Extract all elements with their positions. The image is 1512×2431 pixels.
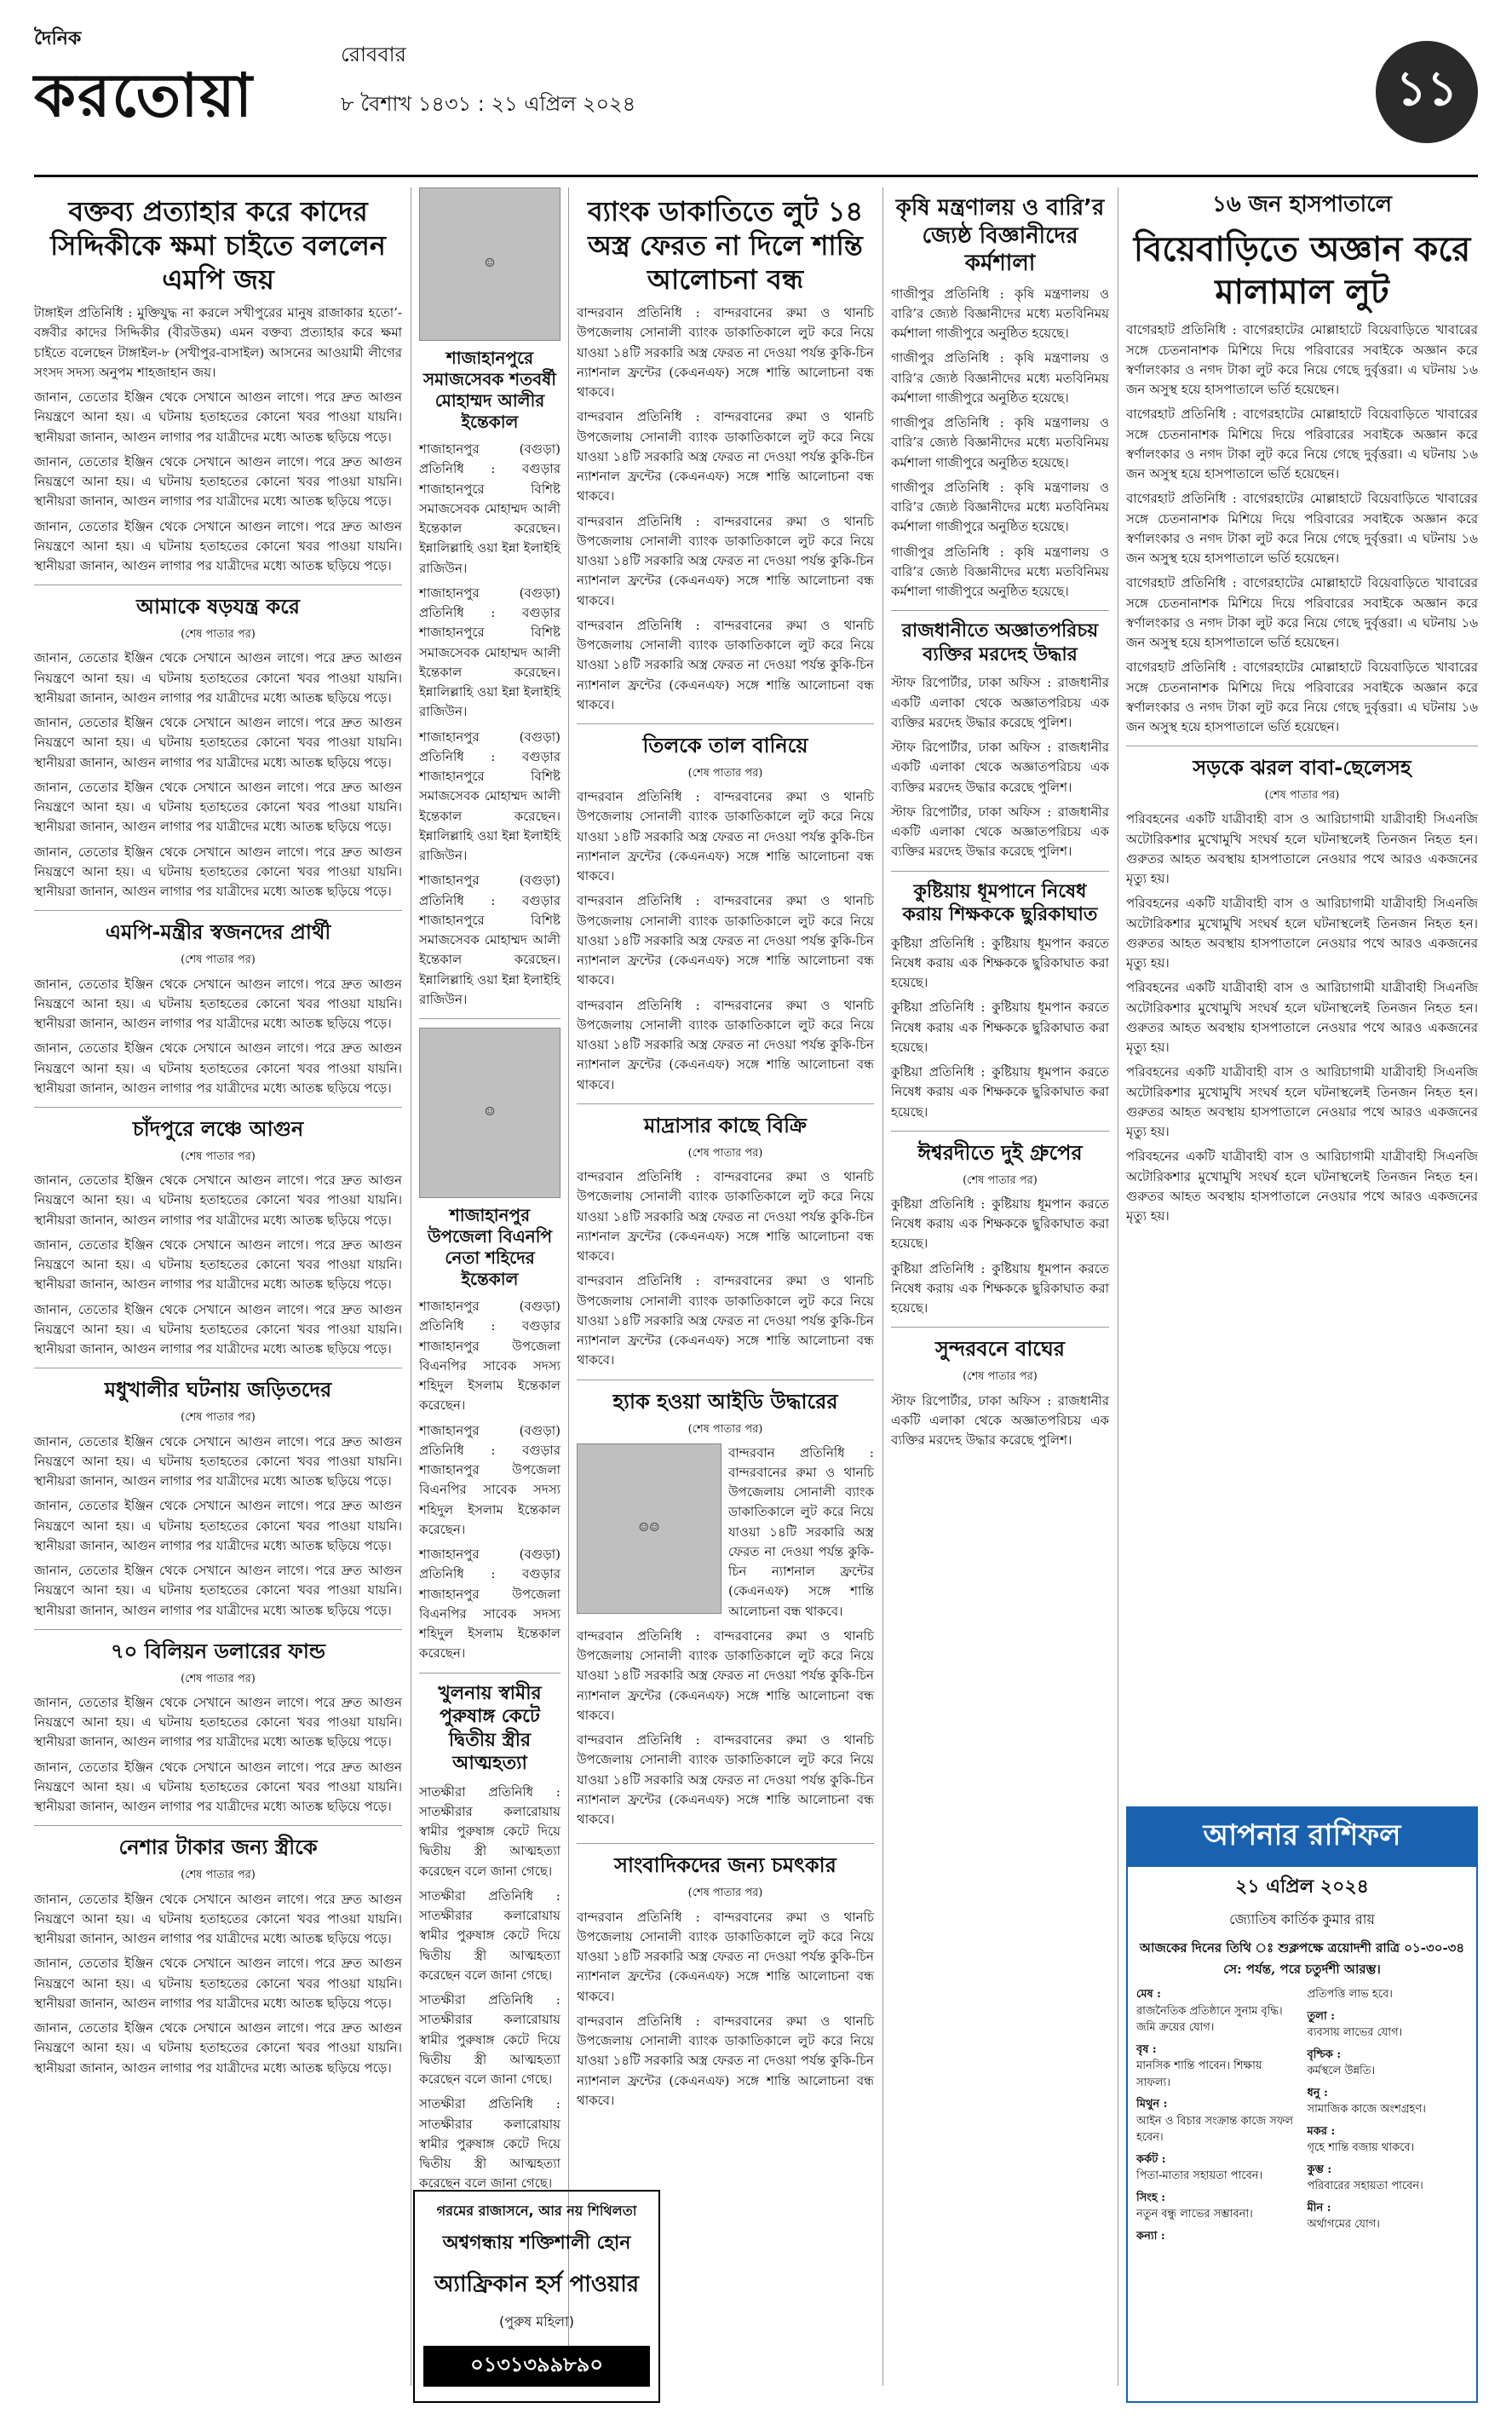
article-body: পরিবহনের একটি যাত্রীবাহী বাস ও আরিচাগামী যাত্রীবাহী সিএনজি অটোরিকশার মুখোমুখি সংঘর্ষ হলে ঘটনাস্থলেই তিনজন নিহত হন। গুরুতর আহত অবস্থায় হাসপাতালে নেওয়ার পথে আরও একজনের মৃত্যু হয়।: [1126, 1064, 1478, 1140]
column-divider: [568, 187, 569, 2386]
kicker: ১৬ জন হাসপাতালে: [1211, 192, 1393, 217]
continued-label: (শেষ পাতার পর): [687, 1146, 763, 1160]
article-body: জানান, তেতাের ইঞ্জিন থেকে সেখানে আগুন লাগে। পরে দ্রুত আগুন নিয়ন্ত্রণে আনা হয়। এ ঘটনায় হতাহতের কোনো খবর পাওয়া যায়নি। স্থানীয়রা জানান, আগুন লাগার পর যাত্রীদের মধ্যে আতঙ্ক ছড়িয়ে পড়ে।: [34, 1172, 402, 1228]
continued-label: (শেষ পাতার পর): [963, 1370, 1038, 1384]
article-lead: গাজীপুর প্রতিনিধি : কৃষি মন্ত্রণালয় ও বারি’র জ্যেষ্ঠ বিজ্ঞানীদের মধ্যে মতবিনিময় কর্মশালা গাজীপুরে অনুষ্ঠিত হয়েছে।: [891, 285, 1109, 341]
column-4: [891, 187, 1109, 1455]
article-lead: শাজাহানপুর (বগুড়া) প্রতিনিধি : বগুড়ার শাজাহানপুরে বিশিষ্ট সমাজসেবক মোহাম্মদ আলী ইন্তেকাল করেছেন। ইন্নালিল্লাহি ওয়া ইন্না ইলাইহি রাজিউন।: [419, 873, 561, 1007]
horoscope-box: [1126, 1806, 1478, 2403]
horoscope-tithi: আজকের দিনের তিথি ঃ শুক্লপক্ষে ত্রয়োদশী রাত্রি ০১-৩০-৩৪ সে: পর্যন্ত, পরে চতুর্দশী আরম্ভ।: [1139, 1940, 1465, 1977]
article-body: জানান, তেতাের ইঞ্জিন থেকে সেখানে আগুন লাগে। পরে দ্রুত আগুন নিয়ন্ত্রণে আনা হয়। এ ঘটনায় হতাহতের কোনো খবর পাওয়া যায়নি। স্থানীয়রা জানান, আগুন লাগার পর যাত্রীদের মধ্যে আতঙ্ক ছড়িয়ে পড়ে।: [34, 1891, 402, 1947]
sign-name: কর্কট :: [1136, 2152, 1166, 2166]
article-lead: গাজীপুর প্রতিনিধি : কৃষি মন্ত্রণালয় ও বারি’র জ্যেষ্ঠ বিজ্ঞানীদের মধ্যে মতবিনিময় কর্মশালা গাজীপুরে অনুষ্ঠিত হয়েছে।: [891, 544, 1109, 599]
article-lead: বান্দরবান প্রতিনিধি : বান্দরবানের রুমা ও থানচি উপজেলায় সোনালী ব্যাংক ডাকাতিকালে লুট করে নিয়ে যাওয়া ১৪টি সরকারি অস্ত্র ফেরত না দেওয়া পর্যন্ত কুকি-চিন ন্যাশনাল ফ্রন্টের (কেএনএফ) সঙ্গে শান্তি আলোচনা বন্ধ থাকবে।: [577, 409, 874, 504]
sign-text: রাজনৈতিক প্রতিষ্ঠানে সুনাম বৃদ্ধি। জমি ক্রয়ের যোগ।: [1136, 2004, 1283, 2034]
caption-headline: শাজাহানপুর উপজেলা বিএনপি নেতা শহিদের ইন্তেকাল: [427, 1205, 553, 1289]
headline: বক্তব্য প্রত্যাহার করে কাদের সিদ্দিকীকে ক্ষমা চাইতে বললেন এমপি জয়: [50, 195, 386, 296]
article-lead: কুষ্টিয়া প্রতিনিধি : কুষ্টিয়ায় ধূমপান করতে নিষেধ করায় এক শিক্ষককে ছুরিকাঘাত করা হয়েছে।: [891, 1260, 1109, 1316]
horoscope-sign: [1308, 2123, 1469, 2157]
article-lead: সাতক্ষীরা প্রতিনিধি : সাতক্ষীরার কলারোয়ায় স্বামীর পুরুষাঙ্গ কেটে দিয়ে দ্বিতীয় স্ত্রী আত্মহত্যা করেছেন বলে জানা গেছে।: [419, 2096, 561, 2192]
news-photo: ☺☺: [577, 1443, 722, 1614]
continued-label: (শেষ পাতার পর): [1264, 789, 1340, 803]
article-lead: কুষ্টিয়া প্রতিনিধি : কুষ্টিয়ায় ধূমপান করতে নিষেধ করায় এক শিক্ষককে ছুরিকাঘাত করা হয়েছে।: [891, 1195, 1109, 1252]
article-body: জানান, তেতাের ইঞ্জিন থেকে সেখানে আগুন লাগে। পরে দ্রুত আগুন নিয়ন্ত্রণে আনা হয়। এ ঘটনায় হতাহতের কোনো খবর পাওয়া যায়নি। স্থানীয়রা জানান, আগুন লাগার পর যাত্রীদের মধ্যে আতঙ্ক ছড়িয়ে পড়ে।: [34, 1433, 402, 1489]
article-lead: টাঙ্গাইল প্রতিনিধি : মুক্তিযুদ্ধ না করলে সখীপুরের মানুষ রাজাকার হতো’-বঙ্গবীর কাদের সিদ্দিকীর (বীরউত্তম) এমন বক্তব্য প্রত্যাহার করে ক্ষমা চাইতে বলেছেন টাঙ্গাইল-৮ (সখীপুর-বাসাইল) আসনের আওয়ামী লীগের সংসদ সদস্য অনুপম শাহজাহান জয়।: [34, 305, 402, 380]
sign-text: প্রতিপত্তি লাভ হবে।: [1307, 1988, 1393, 2001]
continued-label: (শেষ পাতার পর): [181, 953, 256, 967]
day-label: রোববার: [341, 43, 406, 66]
article-lead: শাজাহানপুর (বগুড়া) প্রতিনিধি : বগুড়ার শাজাহানপুর উপজেলা বিএনপির সাবেক সদস্য শহিদুল ইসলাম ইন্তেকাল করেছেন।: [419, 1547, 561, 1662]
article-lead: বান্দরবান প্রতিনিধি : বান্দরবানের রুমা ও থানচি উপজেলায় সোনালী ব্যাংক ডাকাতিকালে লুট করে নিয়ে যাওয়া ১৪টি সরকারি অস্ত্র ফেরত না দেওয়া পর্যন্ত কুকি-চিন ন্যাশনাল ফ্রন্টের (কেএনএফ) সঙ্গে শান্তি আলোচনা বন্ধ থাকবে।: [577, 1169, 874, 1264]
date-label: ৮ বৈশাখ ১৪৩১ : ২১ এপ্রিল ২০২৪: [341, 92, 636, 116]
article-lead: বান্দরবান প্রতিনিধি : বান্দরবানের রুমা ও থানচি উপজেলায় সোনালী ব্যাংক ডাকাতিকালে লুট করে নিয়ে যাওয়া ১৪টি সরকারি অস্ত্র ফেরত না দেওয়া পর্যন্ত কুকি-চিন ন্যাশনাল ফ্রন্টের (কেএনএফ) সঙ্গে শান্তি আলোচনা বন্ধ থাকবে।: [577, 1273, 874, 1368]
ad-phone: ০১৩১৩৯৯৮৯০: [423, 2346, 650, 2387]
subheadline: রাজধানীতে অজ্ঞাতপরিচয় ব্যক্তির মরদেহ উদ্ধার: [901, 620, 1099, 665]
sign-text: আইন ও বিচার সংক্রান্ত কাজে সফল হবেন।: [1136, 2114, 1294, 2144]
portrait-photo: ☺: [419, 187, 561, 341]
sign-name: কুম্ভ :: [1307, 2163, 1332, 2176]
sign-name: মকর :: [1307, 2124, 1336, 2138]
article-lead: বাগেরহাট প্রতিনিধি : বাগেরহাটের মোল্লাহাটে বিয়েবাড়িতে খাবারের সঙ্গে চেতনানাশক মিশিয়ে দিয়ে পরিবারের সবাইকে অজ্ঞান করে স্বর্ণালংকার ও নগদ টাকা লুট করে নিয়ে গেছে দুর্বৃত্তরা। এ ঘটনায় ১৬ জন অসুস্থ হয়ে হাসপাতালে ভর্তি হয়েছেন।: [1126, 660, 1478, 735]
sign-text: নতুন বন্ধু লাভের সম্ভাবনা।: [1136, 2208, 1253, 2221]
sign-name: সিংহ :: [1136, 2191, 1166, 2204]
sign-text: কর্মস্থলে উন্নতি।: [1307, 2065, 1376, 2077]
article-body: জানান, তেতাের ইঞ্জিন থেকে সেখানে আগুন লাগে। পরে দ্রুত আগুন নিয়ন্ত্রণে আনা হয়। এ ঘটনায় হতাহতের কোনো খবর পাওয়া যায়নি। স্থানীয়রা জানান, আগুন লাগার পর যাত্রীদের মধ্যে আতঙ্ক ছড়িয়ে পড়ে।: [34, 1759, 402, 1815]
article-lead: স্টাফ রিপোর্টার, ঢাকা অফিস : রাজধানীর একটি এলাকা থেকে অজ্ঞাতপরিচয় এক ব্যক্তির মরদেহ উদ্ধার করেছে পুলিশ।: [891, 675, 1109, 730]
headline: বিয়েবাড়িতে অজ্ঞান করে মালামাল লুট: [1133, 230, 1471, 313]
horoscope-sign: [1308, 2008, 1469, 2042]
subheadline: নেশার টাকার জন্য স্ত্রীকে: [118, 1835, 318, 1860]
horoscope-sign: [1308, 2047, 1469, 2080]
column-1: [34, 187, 402, 2083]
caption-headline: শাজাহানপুরে সমাজসেবক শতবর্ষী মোহাম্মদ আলীর ইন্তেকাল: [423, 348, 557, 432]
subheadline: এমপি-মন্ত্রীর স্বজনদের প্রার্থী: [105, 920, 331, 945]
article-body: জানান, তেতাের ইঞ্জিন থেকে সেখানে আগুন লাগে। পরে দ্রুত আগুন নিয়ন্ত্রণে আনা হয়। এ ঘটনায় হতাহতের কোনো খবর পাওয়া যায়নি। স্থানীয়রা জানান, আগুন লাগার পর যাত্রীদের মধ্যে আতঙ্ক ছড়িয়ে পড়ে।: [34, 389, 402, 445]
sign-text: অর্থাগমের যোগ।: [1307, 2218, 1380, 2231]
headline: কৃষি মন্ত্রণালয় ও বারি’র জ্যেষ্ঠ বিজ্ঞানীদের কর্মশালা: [895, 195, 1105, 276]
horoscope-sign: [1136, 2190, 1297, 2223]
article-lead: বান্দরবান প্রতিনিধি : বান্দরবানের রুমা ও থানচি উপজেলায় সোনালী ব্যাংক ডাকাতিকালে লুট করে নিয়ে যাওয়া ১৪টি সরকারি অস্ত্র ফেরত না দেওয়া পর্যন্ত কুকি-চিন ন্যাশনাল ফ্রন্টের (কেএনএফ) সঙ্গে শান্তি আলোচনা বন্ধ থাকবে।: [728, 1444, 874, 1619]
horoscope-sign: [1136, 2096, 1297, 2146]
column-divider: [882, 187, 883, 2386]
article-body: জানান, তেতাের ইঞ্জিন থেকে সেখানে আগুন লাগে। পরে দ্রুত আগুন নিয়ন্ত্রণে আনা হয়। এ ঘটনায় হতাহতের কোনো খবর পাওয়া যায়নি। স্থানীয়রা জানান, আগুন লাগার পর যাত্রীদের মধ্যে আতঙ্ক ছড়িয়ে পড়ে।: [34, 1236, 402, 1293]
article-lead: স্টাফ রিপোর্টার, ঢাকা অফিস : রাজধানীর একটি এলাকা থেকে অজ্ঞাতপরিচয় এক ব্যক্তির মরদেহ উদ্ধার করেছে পুলিশ।: [891, 1392, 1109, 1449]
continued-label: (শেষ পাতার পর): [687, 1887, 763, 1900]
article-body: জানান, তেতাের ইঞ্জিন থেকে সেখানে আগুন লাগে। পরে দ্রুত আগুন নিয়ন্ত্রণে আনা হয়। এ ঘটনায় হতাহতের কোনো খবর পাওয়া যায়নি। স্থানীয়রা জানান, আগুন লাগার পর যাত্রীদের মধ্যে আতঙ্ক ছড়িয়ে পড়ে।: [34, 1040, 402, 1096]
sign-name: মীন :: [1307, 2201, 1331, 2215]
sign-name: কন্যা :: [1136, 2229, 1165, 2243]
article-body: জানান, তেতাের ইঞ্জিন থেকে সেখানে আগুন লাগে। পরে দ্রুত আগুন নিয়ন্ত্রণে আনা হয়। এ ঘটনায় হতাহতের কোনো খবর পাওয়া যায়নি। স্থানীয়রা জানান, আগুন লাগার পর যাত্রীদের মধ্যে আতঙ্ক ছড়িয়ে পড়ে।: [34, 715, 402, 770]
article-lead: বাগেরহাট প্রতিনিধি : বাগেরহাটের মোল্লাহাটে বিয়েবাড়িতে খাবারের সঙ্গে চেতনানাশক মিশিয়ে দিয়ে পরিবারের সবাইকে অজ্ঞান করে স্বর্ণালংকার ও নগদ টাকা লুট করে নিয়ে গেছে দুর্বৃত্তরা। এ ঘটনায় ১৬ জন অসুস্থ হয়ে হাসপাতালে ভর্তি হয়েছেন।: [1126, 322, 1478, 398]
article-lead: বান্দরবান প্রতিনিধি : বান্দরবানের রুমা ও থানচি উপজেলায় সোনালী ব্যাংক ডাকাতিকালে লুট করে নিয়ে যাওয়া ১৪টি সরকারি অস্ত্র ফেরত না দেওয়া পর্যন্ত কুকি-চিন ন্যাশনাল ফ্রন্টের (কেএনএফ) সঙ্গে শান্তি আলোচনা বন্ধ থাকবে।: [577, 893, 874, 988]
horoscope-signs: [1128, 1981, 1476, 2250]
subheadline: সাংবাদিকদের জন্য চমৎকার: [614, 1853, 836, 1878]
article-body: জানান, তেতাের ইঞ্জিন থেকে সেখানে আগুন লাগে। পরে দ্রুত আগুন নিয়ন্ত্রণে আনা হয়। এ ঘটনায় হতাহতের কোনো খবর পাওয়া যায়নি। স্থানীয়রা জানান, আগুন লাগার পর যাত্রীদের মধ্যে আতঙ্ক ছড়িয়ে পড়ে।: [34, 779, 402, 835]
horoscope-sign: [1136, 2152, 1297, 2185]
ad-product-name: অ্যাফ্রিকান হর্স পাওয়ার: [434, 2272, 640, 2297]
sign-text: পিতা-মাতার সহায়তা পাবেন।: [1136, 2169, 1263, 2182]
sign-name: মেষ :: [1136, 1988, 1161, 2001]
subheadline: সুন্দরবনে বাঘের: [935, 1337, 1065, 1362]
article-lead: সাতক্ষীরা প্রতিনিধি : সাতক্ষীরার কলারোয়ায় স্বামীর পুরুষাঙ্গ কেটে দিয়ে দ্বিতীয় স্ত্রী আত্মহত্যা করেছেন বলে জানা গেছে।: [419, 1992, 561, 2087]
newspaper-logo: করতোয়া: [34, 60, 254, 130]
article-lead: শাজাহানপুর (বগুড়া) প্রতিনিধি : বগুড়ার শাজাহানপুরে বিশিষ্ট সমাজসেবক মোহাম্মদ আলী ইন্তেকাল করেছেন। ইন্নালিল্লাহি ওয়া ইন্না ইলাইহি রাজিউন।: [419, 441, 561, 576]
headline: খুলনায় স্বামীর পুরুষাঙ্গ কেটে দ্বিতীয় স্ত্রীর আত্মহত্যা: [438, 1682, 542, 1774]
subheadline: ৭০ বিলিয়ন ডলারের ফান্ড: [111, 1639, 325, 1663]
portrait-photo: ☺: [419, 1028, 561, 1198]
subheadline: সড়কে ঝরল বাবা-ছেলেসহ: [1193, 756, 1411, 781]
article-body: জানান, তেতাের ইঞ্জিন থেকে সেখানে আগুন লাগে। পরে দ্রুত আগুন নিয়ন্ত্রণে আনা হয়। এ ঘটনায় হতাহতের কোনো খবর পাওয়া যায়নি। স্থানীয়রা জানান, আগুন লাগার পর যাত্রীদের মধ্যে আতঙ্ক ছড়িয়ে পড়ে।: [34, 2020, 402, 2076]
subheadline: আমাকে ষড়যন্ত্র করে: [136, 595, 300, 619]
continued-label: (শেষ পাতার পর): [181, 1672, 256, 1685]
article-body: জানান, তেতাের ইঞ্জিন থেকে সেখানে আগুন লাগে। পরে দ্রুত আগুন নিয়ন্ত্রণে আনা হয়। এ ঘটনায় হতাহতের কোনো খবর পাওয়া যায়নি। স্থানীয়রা জানান, আগুন লাগার পর যাত্রীদের মধ্যে আতঙ্ক ছড়িয়ে পড়ে।: [34, 518, 402, 573]
sign-name: বৃষ :: [1136, 2042, 1157, 2056]
article-lead: শাজাহানপুর (বগুড়া) প্রতিনিধি : বগুড়ার শাজাহানপুরে বিশিষ্ট সমাজসেবক মোহাম্মদ আলী ইন্তেকাল করেছেন। ইন্নালিল্লাহি ওয়া ইন্না ইলাইহি রাজিউন।: [419, 585, 561, 720]
article-lead: সাতক্ষীরা প্রতিনিধি : সাতক্ষীরার কলারোয়ায় স্বামীর পুরুষাঙ্গ কেটে দিয়ে দ্বিতীয় স্ত্রী আত্মহত্যা করেছেন বলে জানা গেছে।: [419, 1887, 561, 1983]
article-lead: কুষ্টিয়া প্রতিনিধি : কুষ্টিয়ায় ধূমপান করতে নিষেধ করায় এক শিক্ষককে ছুরিকাঘাত করা হয়েছে।: [891, 1064, 1109, 1120]
masthead: [34, 24, 1478, 177]
column-5: [1126, 187, 1478, 1231]
continued-label: (শেষ পাতার পর): [181, 628, 256, 642]
top-divider: [34, 175, 1478, 177]
horoscope-date: ২১ এপ্রিল ২০২৪: [1235, 1875, 1369, 1898]
article-lead: বান্দরবান প্রতিনিধি : বান্দরবানের রুমা ও থানচি উপজেলায় সোনালী ব্যাংক ডাকাতিকালে লুট করে নিয়ে যাওয়া ১৪টি সরকারি অস্ত্র ফেরত না দেওয়া পর্যন্ত কুকি-চিন ন্যাশনাল ফ্রন্টের (কেএনএফ) সঙ্গে শান্তি আলোচনা বন্ধ থাকবে।: [577, 305, 874, 400]
page-number: ১১: [1376, 41, 1478, 143]
article-lead: গাজীপুর প্রতিনিধি : কৃষি মন্ত্রণালয় ও বারি’র জ্যেষ্ঠ বিজ্ঞানীদের মধ্যে মতবিনিময় কর্মশালা গাজীপুরে অনুষ্ঠিত হয়েছে।: [891, 479, 1109, 535]
subheadline: মাদ্রাসার কাছে বিক্রি: [643, 1113, 808, 1138]
article-lead: বাগেরহাট প্রতিনিধি : বাগেরহাটের মোল্লাহাটে বিয়েবাড়িতে খাবারের সঙ্গে চেতনানাশক মিশিয়ে দিয়ে পরিবারের সবাইকে অজ্ঞান করে স্বর্ণালংকার ও নগদ টাকা লুট করে নিয়ে গেছে দুর্বৃত্তরা। এ ঘটনায় ১৬ জন অসুস্থ হয়ে হাসপাতালে ভর্তি হয়েছেন।: [1126, 406, 1478, 482]
article-lead: স্টাফ রিপোর্টার, ঢাকা অফিস : রাজধানীর একটি এলাকা থেকে অজ্ঞাতপরিচয় এক ব্যক্তির মরদেহ উদ্ধার করেছে পুলিশ।: [891, 804, 1109, 860]
article-lead: শাজাহানপুর (বগুড়া) প্রতিনিধি : বগুড়ার শাজাহানপুর উপজেলা বিএনপির সাবেক সদস্য শহিদুল ইসলাম ইন্তেকাল করেছেন।: [419, 1422, 561, 1537]
article-lead: বান্দরবান প্রতিনিধি : বান্দরবানের রুমা ও থানচি উপজেলায় সোনালী ব্যাংক ডাকাতিকালে লুট করে নিয়ে যাওয়া ১৪টি সরকারি অস্ত্র ফেরত না দেওয়া পর্যন্ত কুকি-চিন ন্যাশনাল ফ্রন্টের (কেএনএফ) সঙ্গে শান্তি আলোচনা বন্ধ থাকবে।: [577, 1627, 874, 1723]
article-body: পরিবহনের একটি যাত্রীবাহী বাস ও আরিচাগামী যাত্রীবাহী সিএনজি অটোরিকশার মুখোমুখি সংঘর্ষ হলে ঘটনাস্থলেই তিনজন নিহত হন। গুরুতর আহত অবস্থায় হাসপাতালে নেওয়ার পথে আরও একজনের মৃত্যু হয়।: [1126, 811, 1478, 887]
article-lead: বান্দরবান প্রতিনিধি : বান্দরবানের রুমা ও থানচি উপজেলায় সোনালী ব্যাংক ডাকাতিকালে লুট করে নিয়ে যাওয়া ১৪টি সরকারি অস্ত্র ফেরত না দেওয়া পর্যন্ত কুকি-চিন ন্যাশনাল ফ্রন্টের (কেএনএফ) সঙ্গে শান্তি আলোচনা বন্ধ থাকবে।: [577, 1909, 874, 2004]
article-body: জানান, তেতাের ইঞ্জিন থেকে সেখানে আগুন লাগে। পরে দ্রুত আগুন নিয়ন্ত্রণে আনা হয়। এ ঘটনায় হতাহতের কোনো খবর পাওয়া যায়নি। স্থানীয়রা জানান, আগুন লাগার পর যাত্রীদের মধ্যে আতঙ্ক ছড়িয়ে পড়ে।: [34, 1498, 402, 1553]
continued-label: (শেষ পাতার পর): [963, 1173, 1038, 1187]
horoscope-title: আপনার রাশিফল: [1128, 1808, 1476, 1867]
ad-line: অশ্বগন্ধায় শক্তিশালী হোন: [442, 2232, 631, 2254]
article-lead: বান্দরবান প্রতিনিধি : বান্দরবানের রুমা ও থানচি উপজেলায় সোনালী ব্যাংক ডাকাতিকালে লুট করে নিয়ে যাওয়া ১৪টি সরকারি অস্ত্র ফেরত না দেওয়া পর্যন্ত কুকি-চিন ন্যাশনাল ফ্রন্টের (কেএনএফ) সঙ্গে শান্তি আলোচনা বন্ধ থাকবে।: [577, 789, 874, 884]
article-lead: বাগেরহাট প্রতিনিধি : বাগেরহাটের মোল্লাহাটে বিয়েবাড়িতে খাবারের সঙ্গে চেতনানাশক মিশিয়ে দিয়ে পরিবারের সবাইকে অজ্ঞান করে স্বর্ণালংকার ও নগদ টাকা লুট করে নিয়ে গেছে দুর্বৃত্তরা। এ ঘটনায় ১৬ জন অসুস্থ হয়ে হাসপাতালে ভর্তি হয়েছেন।: [1126, 575, 1478, 651]
subheadline: চাঁদপুরে লঞ্চে আগুন: [132, 1117, 304, 1142]
article-body: পরিবহনের একটি যাত্রীবাহী বাস ও আরিচাগামী যাত্রীবাহী সিএনজি অটোরিকশার মুখোমুখি সংঘর্ষ হলে ঘটনাস্থলেই তিনজন নিহত হন। গুরুতর আহত অবস্থায় হাসপাতালে নেওয়ার পথে আরও একজনের মৃত্যু হয়।: [1126, 896, 1478, 971]
article-lead: বান্দরবান প্রতিনিধি : বান্দরবানের রুমা ও থানচি উপজেলায় সোনালী ব্যাংক ডাকাতিকালে লুট করে নিয়ে যাওয়া ১৪টি সরকারি অস্ত্র ফেরত না দেওয়া পর্যন্ত কুকি-চিন ন্যাশনাল ফ্রন্টের (কেএনএফ) সঙ্গে শান্তি আলোচনা বন্ধ থাকবে।: [577, 2013, 874, 2108]
sign-name: বৃশ্চিক :: [1307, 2048, 1342, 2061]
article-body: জানান, তেতাের ইঞ্জিন থেকে সেখানে আগুন লাগে। পরে দ্রুত আগুন নিয়ন্ত্রণে আনা হয়। এ ঘটনায় হতাহতের কোনো খবর পাওয়া যায়নি। স্থানীয়রা জানান, আগুন লাগার পর যাত্রীদের মধ্যে আতঙ্ক ছড়িয়ে পড়ে।: [34, 1956, 402, 2011]
sign-text: গৃহে শান্তি বজায় থাকবে।: [1307, 2141, 1415, 2154]
continued-label: (শেষ পাতার পর): [181, 1150, 256, 1164]
sign-text: পরিবারের সহায়তা পাবেন।: [1307, 2180, 1423, 2192]
logo-small: দৈনিক: [34, 27, 82, 49]
article-body: জানান, তেতাের ইঞ্জিন থেকে সেখানে আগুন লাগে। পরে দ্রুত আগুন নিয়ন্ত্রণে আনা হয়। এ ঘটনায় হতাহতের কোনো খবর পাওয়া যায়নি। স্থানীয়রা জানান, আগুন লাগার পর যাত্রীদের মধ্যে আতঙ্ক ছড়িয়ে পড়ে।: [34, 1563, 402, 1618]
subheadline: কুষ্টিয়ায় ধূমপানে নিষেধ করায় শিক্ষককে ছুরিকাঘাত: [902, 880, 1098, 925]
ad-line: গরমের রাজাসনে, আর নয় শিথিলতা: [436, 2203, 637, 2219]
article-body: পরিবহনের একটি যাত্রীবাহী বাস ও আরিচাগামী যাত্রীবাহী সিএনজি অটোরিকশার মুখোমুখি সংঘর্ষ হলে ঘটনাস্থলেই তিনজন নিহত হন। গুরুতর আহত অবস্থায় হাসপাতালে নেওয়ার পথে আরও একজনের মৃত্যু হয়।: [1126, 980, 1478, 1056]
article-lead: বান্দরবান প্রতিনিধি : বান্দরবানের রুমা ও থানচি উপজেলায় সোনালী ব্যাংক ডাকাতিকালে লুট করে নিয়ে যাওয়া ১৪টি সরকারি অস্ত্র ফেরত না দেওয়া পর্যন্ত কুকি-চিন ন্যাশনাল ফ্রন্টের (কেএনএফ) সঙ্গে শান্তি আলোচনা বন্ধ থাকবে।: [577, 617, 874, 712]
horoscope-author: জ্যোতিষ কার্তিক কুমার রায়: [1229, 1911, 1375, 1927]
article-lead: গাজীপুর প্রতিনিধি : কৃষি মন্ত্রণালয় ও বারি’র জ্যেষ্ঠ বিজ্ঞানীদের মধ্যে মতবিনিময় কর্মশালা গাজীপুরে অনুষ্ঠিত হয়েছে।: [891, 350, 1109, 406]
article-lead: বাগেরহাট প্রতিনিধি : বাগেরহাটের মোল্লাহাটে বিয়েবাড়িতে খাবারের সঙ্গে চেতনানাশক মিশিয়ে দিয়ে পরিবারের সবাইকে অজ্ঞান করে স্বর্ণালংকার ও নগদ টাকা লুট করে নিয়ে গেছে দুর্বৃত্তরা। এ ঘটনায় ১৬ জন অসুস্থ হয়ে হাসপাতালে ভর্তি হয়েছেন।: [1126, 491, 1478, 567]
sign-name: মিথুন :: [1136, 2098, 1168, 2111]
horoscope-sign: [1308, 2200, 1469, 2233]
horoscope-sign: [1308, 2162, 1469, 2195]
article-body: জানান, তেতাের ইঞ্জিন থেকে সেখানে আগুন লাগে। পরে দ্রুত আগুন নিয়ন্ত্রণে আনা হয়। এ ঘটনায় হতাহতের কোনো খবর পাওয়া যায়নি। স্থানীয়রা জানান, আগুন লাগার পর যাত্রীদের মধ্যে আতঙ্ক ছড়িয়ে পড়ে।: [34, 1301, 402, 1357]
article-body: জানান, তেতাের ইঞ্জিন থেকে সেখানে আগুন লাগে। পরে দ্রুত আগুন নিয়ন্ত্রণে আনা হয়। এ ঘটনায় হতাহতের কোনো খবর পাওয়া যায়নি। স্থানীয়রা জানান, আগুন লাগার পর যাত্রীদের মধ্যে আতঙ্ক ছড়িয়ে পড়ে।: [34, 1694, 402, 1750]
article-lead: কুষ্টিয়া প্রতিনিধি : কুষ্টিয়ায় ধূমপান করতে নিষেধ করায় এক শিক্ষককে ছুরিকাঘাত করা হয়েছে।: [891, 935, 1109, 990]
sign-name: তুলা :: [1307, 2009, 1336, 2023]
subheadline: তিলকে তাল বানিয়ে: [642, 734, 808, 758]
continued-label: (শেষ পাতার পর): [687, 1422, 763, 1436]
article-body: জানান, তেতাের ইঞ্জিন থেকে সেখানে আগুন লাগে। পরে দ্রুত আগুন নিয়ন্ত্রণে আনা হয়। এ ঘটনায় হতাহতের কোনো খবর পাওয়া যায়নি। স্থানীয়রা জানান, আগুন লাগার পর যাত্রীদের মধ্যে আতঙ্ক ছড়িয়ে পড়ে।: [34, 976, 402, 1032]
subheadline: হ্যাক হওয়া আইডি উদ্ধারের: [612, 1389, 838, 1414]
horoscope-sign: [1136, 1986, 1297, 2036]
continued-label: (শেষ পাতার পর): [687, 767, 763, 780]
article-lead: গাজীপুর প্রতিনিধি : কৃষি মন্ত্রণালয় ও বারি’র জ্যেষ্ঠ বিজ্ঞানীদের মধ্যে মতবিনিময় কর্মশালা গাজীপুরে অনুষ্ঠিত হয়েছে।: [891, 415, 1109, 470]
advertisement: [413, 2190, 660, 2403]
article-lead: বান্দরবান প্রতিনিধি : বান্দরবানের রুমা ও থানচি উপজেলায় সোনালী ব্যাংক ডাকাতিকালে লুট করে নিয়ে যাওয়া ১৪টি সরকারি অস্ত্র ফেরত না দেওয়া পর্যন্ত কুকি-চিন ন্যাশনাল ফ্রন্টের (কেএনএফ) সঙ্গে শান্তি আলোচনা বন্ধ থাকবে।: [577, 1732, 874, 1828]
article-lead: শাজাহানপুর (বগুড়া) প্রতিনিধি : বগুড়ার শাজাহানপুর উপজেলা বিএনপির সাবেক সদস্য শহিদুল ইসলাম ইন্তেকাল করেছেন।: [419, 1299, 561, 1414]
subheadline: মধুখালীর ঘটনায় জড়িতদের: [104, 1378, 332, 1403]
ad-line: (পুরুষ মহিলা): [499, 2313, 574, 2330]
article-lead: কুষ্টিয়া প্রতিনিধি : কুষ্টিয়ায় ধূমপান করতে নিষেধ করায় এক শিক্ষককে ছুরিকাঘাত করা হয়েছে।: [891, 999, 1109, 1055]
article-lead: স্টাফ রিপোর্টার, ঢাকা অফিস : রাজধানীর একটি এলাকা থেকে অজ্ঞাতপরিচয় এক ব্যক্তির মরদেহ উদ্ধার করেছে পুলিশ।: [891, 740, 1109, 795]
headline: ব্যাংক ডাকাতিতে লুট ১৪ অস্ত্র ফেরত না দিলে শান্তি আলোচনা বন্ধ: [587, 195, 864, 296]
article-lead: বান্দরবান প্রতিনিধি : বান্দরবানের রুমা ও থানচি উপজেলায় সোনালী ব্যাংক ডাকাতিকালে লুট করে নিয়ে যাওয়া ১৪টি সরকারি অস্ত্র ফেরত না দেওয়া পর্যন্ত কুকি-চিন ন্যাশনাল ফ্রন্টের (কেএনএফ) সঙ্গে শান্তি আলোচনা বন্ধ থাকবে।: [577, 513, 874, 608]
sign-name: ধনু :: [1307, 2086, 1328, 2100]
article-body: জানান, তেতাের ইঞ্জিন থেকে সেখানে আগুন লাগে। পরে দ্রুত আগুন নিয়ন্ত্রণে আনা হয়। এ ঘটনায় হতাহতের কোনো খবর পাওয়া যায়নি। স্থানীয়রা জানান, আগুন লাগার পর যাত্রীদের মধ্যে আতঙ্ক ছড়িয়ে পড়ে।: [34, 650, 402, 706]
article-lead: বান্দরবান প্রতিনিধি : বান্দরবানের রুমা ও থানচি উপজেলায় সোনালী ব্যাংক ডাকাতিকালে লুট করে নিয়ে যাওয়া ১৪টি সরকারি অস্ত্র ফেরত না দেওয়া পর্যন্ত কুকি-চিন ন্যাশনাল ফ্রন্টের (কেএনএফ) সঙ্গে শান্তি আলোচনা বন্ধ থাকবে।: [577, 997, 874, 1092]
continued-label: (শেষ পাতার পর): [181, 1869, 256, 1882]
sign-text: সামাজিক কাজে অংশগ্রহণ।: [1307, 2103, 1426, 2116]
article-body: জানান, তেতাের ইঞ্জিন থেকে সেখানে আগুন লাগে। পরে দ্রুত আগুন নিয়ন্ত্রণে আনা হয়। এ ঘটনায় হতাহতের কোনো খবর পাওয়া যায়নি। স্থানীয়রা জানান, আগুন লাগার পর যাত্রীদের মধ্যে আতঙ্ক ছড়িয়ে পড়ে।: [34, 453, 402, 510]
article-body: পরিবহনের একটি যাত্রীবাহী বাস ও আরিচাগামী যাত্রীবাহী সিএনজি অটোরিকশার মুখোমুখি সংঘর্ষ হলে ঘটনাস্থলেই তিনজন নিহত হন। গুরুতর আহত অবস্থায় হাসপাতালে নেওয়ার পথে আরও একজনের মৃত্যু হয়।: [1126, 1149, 1478, 1224]
horoscope-sign: [1136, 2042, 1297, 2092]
column-2: [419, 187, 561, 2199]
article-lead: সাতক্ষীরা প্রতিনিধি : সাতক্ষীরার কলারোয়ায় স্বামীর পুরুষাঙ্গ কেটে দিয়ে দ্বিতীয় স্ত্রী আত্মহত্যা করেছেন বলে জানা গেছে।: [419, 1783, 561, 1879]
article-body: জানান, তেতাের ইঞ্জিন থেকে সেখানে আগুন লাগে। পরে দ্রুত আগুন নিয়ন্ত্রণে আনা হয়। এ ঘটনায় হতাহতের কোনো খবর পাওয়া যায়নি। স্থানীয়রা জানান, আগুন লাগার পর যাত্রীদের মধ্যে আতঙ্ক ছড়িয়ে পড়ে।: [34, 844, 402, 900]
article-lead: শাজাহানপুর (বগুড়া) প্রতিনিধি : বগুড়ার শাজাহানপুরে বিশিষ্ট সমাজসেবক মোহাম্মদ আলী ইন্তেকাল করেছেন। ইন্নালিল্লাহি ওয়া ইন্না ইলাইহি রাজিউন।: [419, 729, 561, 863]
subheadline: ঈশ্বরদীতে দুই গ্রুপের: [917, 1140, 1083, 1165]
column-3: [577, 187, 874, 2116]
sign-text: মানসিক শান্তি পাবেন। শিক্ষায় সাফল্য।: [1136, 2059, 1262, 2089]
continued-label: (শেষ পাতার পর): [181, 1411, 256, 1425]
dateline: [341, 39, 635, 123]
sign-text: ব্যবসায় লাভের যোগ।: [1307, 2026, 1403, 2039]
horoscope-sign: [1308, 2085, 1469, 2118]
